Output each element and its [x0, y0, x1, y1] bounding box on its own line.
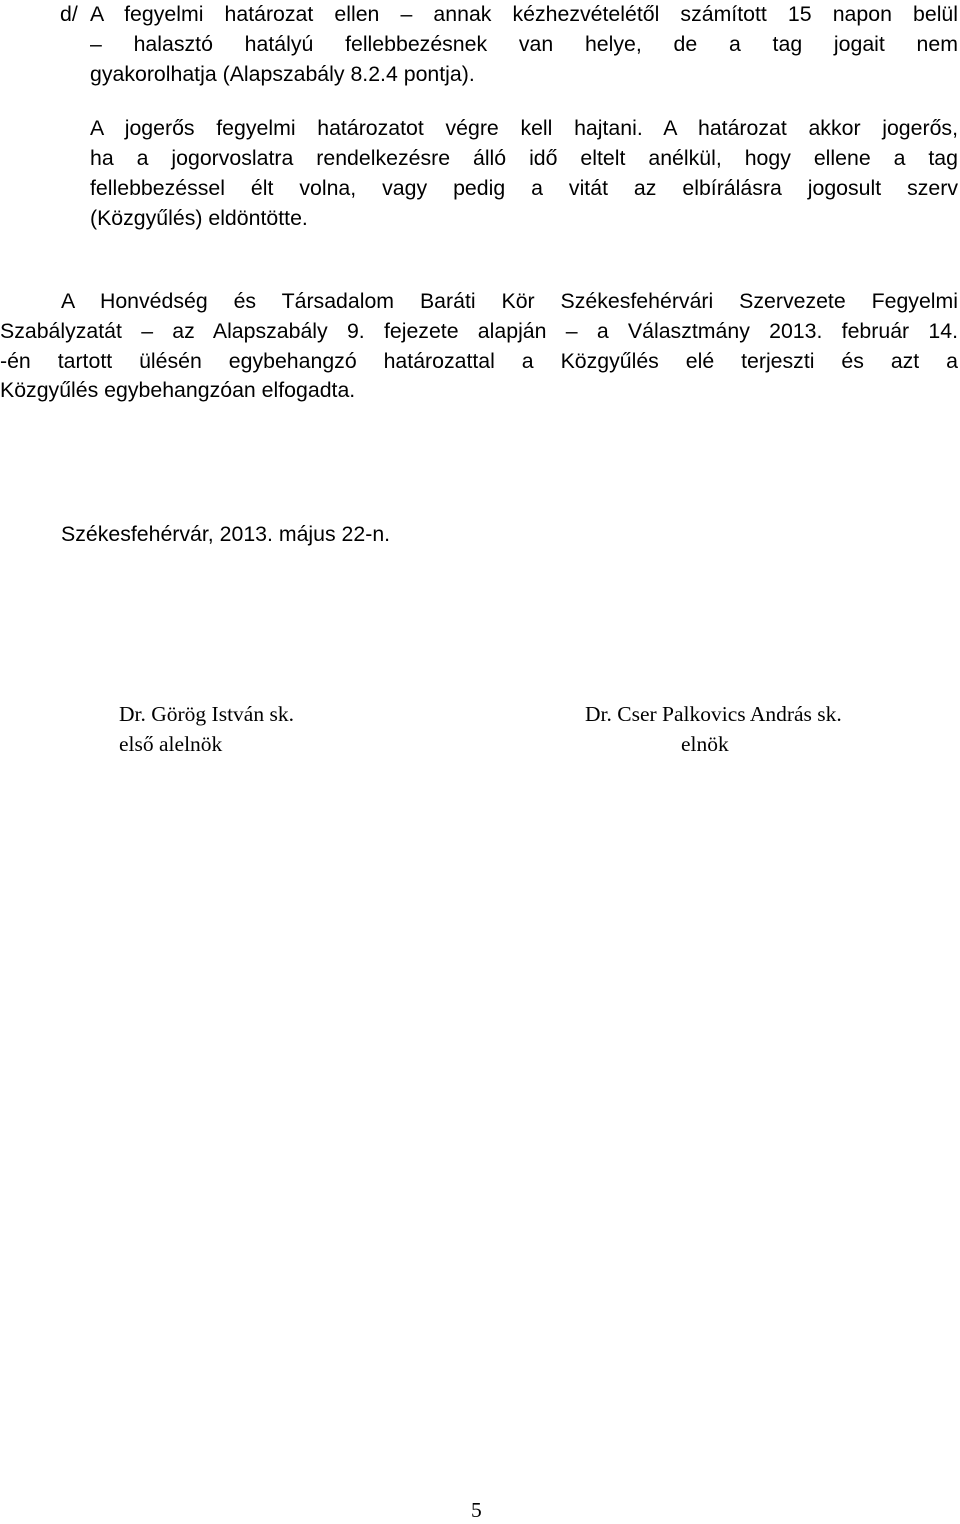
paragraph-honvedseg-line-1: A Honvédség és Társadalom Baráti Kör Székesfehérvári Szervezete Fegyelmi — [61, 289, 958, 313]
paragraph-honvedseg-line-3: -én tartott ülésén egybehangzó határozattal a Közgyűlés elé terjeszti és azt a — [0, 348, 958, 373]
paragraph-jogeros-line-1: A jogerős fegyelmi határozatot végre kell hajtani. A határozat akkor jogerős, — [90, 116, 958, 140]
item-d-line-3: gyakorolhatja (Alapszabály 8.2.4 pontja). — [90, 61, 475, 86]
paragraph-honvedseg-line-2: Szabályzatát – az Alapszabály 9. fejezete alapján – a Választmány 2013. február 14. — [0, 318, 958, 343]
paragraph-honvedseg — [0, 287, 958, 406]
place-and-date: Székesfehérvár, 2013. május 22-n. — [61, 522, 391, 546]
signature-left-name: Dr. Görög István sk. — [119, 702, 294, 726]
item-d-line-2: – halasztó hatályú fellebbezésnek van helye, de a tag jogait nem — [90, 31, 958, 56]
paragraph-jogeros-line-3: fellebbezéssel élt volna, vagy pedig a vitát az elbírálásra jogosult szerv — [90, 175, 958, 200]
paragraph-jogeros — [90, 114, 958, 144]
signature-left — [100, 699, 350, 759]
signature-left-role: első alelnök — [119, 732, 223, 756]
paragraph-honvedseg-line-4: Közgyűlés egybehangzóan elfogadta. — [0, 378, 356, 403]
paragraph-jogeros-rest — [90, 144, 958, 233]
paragraph-jogeros-line-2: ha a jogorvoslatra rendelkezésre álló idő eltelt anélkül, hogy ellene a tag — [90, 146, 958, 170]
page-number: 5 — [471, 1498, 482, 1522]
signature-right — [560, 699, 860, 759]
item-d-paragraph — [60, 0, 958, 89]
item-d-line-1 — [60, 0, 958, 30]
item-d-line-1-text: A fegyelmi határozat ellen – annak kézhezvételétől számított 15 napon belül — [90, 2, 958, 26]
item-d-marker: d/ — [60, 2, 78, 26]
signature-right-name: Dr. Cser Palkovics András sk. — [585, 702, 842, 726]
paragraph-jogeros-line-4: (Közgyűlés) eldöntötte. — [90, 205, 308, 230]
signature-right-role: elnök — [681, 732, 729, 756]
